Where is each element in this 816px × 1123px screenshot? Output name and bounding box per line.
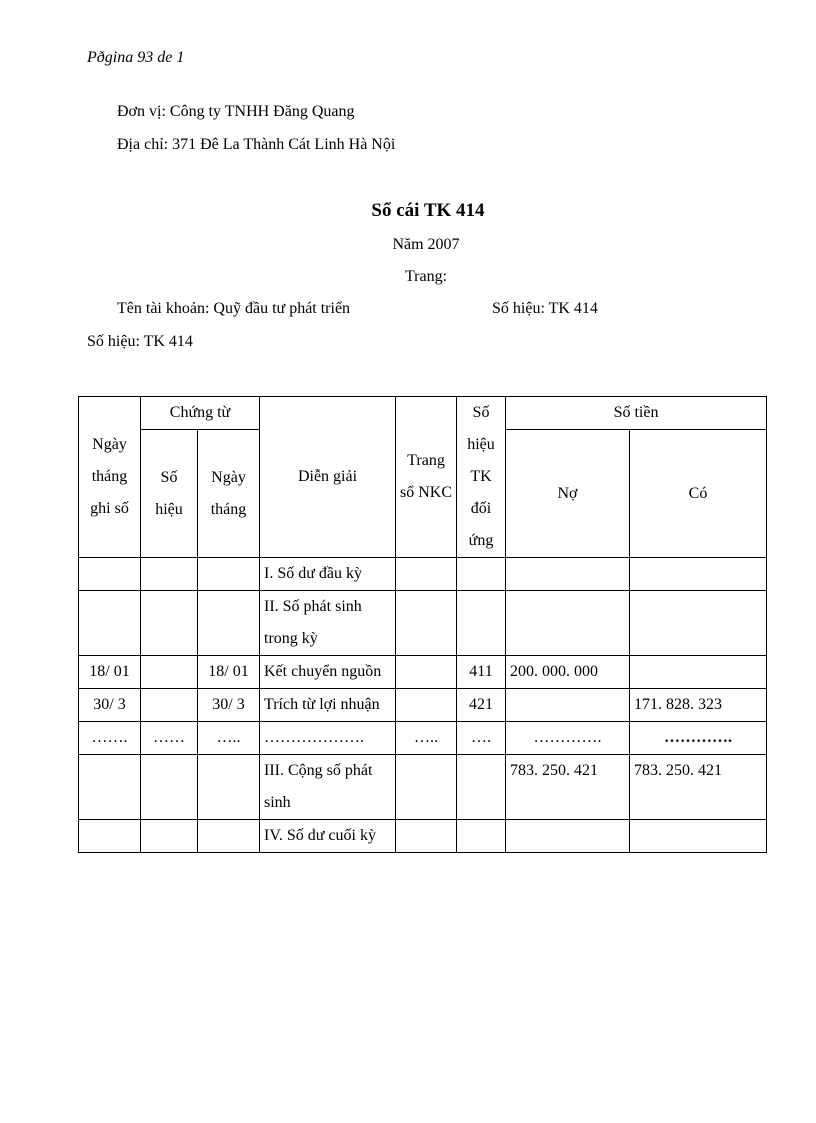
cell-date [79, 820, 141, 853]
cell-date [79, 591, 141, 656]
cell-date: ……. [79, 722, 141, 755]
cell-doc-date [198, 591, 260, 656]
cell-date [79, 755, 141, 820]
cell-page [396, 820, 457, 853]
cell-debit [506, 689, 630, 722]
cell-doc-no [141, 755, 198, 820]
cell-description: Trích từ lợi nhuận [260, 689, 396, 722]
cell-doc-no [141, 591, 198, 656]
cell-credit [630, 591, 767, 656]
cell-doc-date: 18/ 01 [198, 656, 260, 689]
table-row [79, 722, 767, 755]
page-label: Pðgina 93 de 1 [87, 49, 185, 66]
header-record-date: Ngày tháng ghi số [79, 397, 141, 558]
header-voucher-no: Số hiệu [141, 430, 198, 558]
account-code-secondary: Số hiệu: TK 414 [87, 333, 193, 350]
cell-debit [506, 820, 630, 853]
table-row [79, 558, 767, 591]
company-address: Địa chỉ: 371 Đê La Thành Cát Linh Hà Nội [117, 136, 396, 153]
account-code: Số hiệu: TK 414 [492, 300, 598, 317]
cell-description: I. Số dư đầu kỳ [260, 558, 396, 591]
document-title: Sổ cái TK 414 [371, 200, 485, 221]
cell-doc-date: 30/ 3 [198, 689, 260, 722]
cell-page [396, 656, 457, 689]
header-description: Diễn giải [260, 397, 396, 558]
cell-contra: 411 [457, 656, 506, 689]
account-name: Tên tài khoản: Quỹ đầu tư phát triển [117, 300, 351, 317]
cell-description: III. Cộng số phát sinh [260, 755, 396, 820]
cell-description: II. Số phát sinh trong kỳ [260, 591, 396, 656]
header-credit: Có [630, 430, 767, 558]
cell-debit: …………. [506, 722, 630, 755]
cell-contra [457, 755, 506, 820]
cell-contra [457, 820, 506, 853]
cell-description: ………………. [260, 722, 396, 755]
cell-debit [506, 591, 630, 656]
table-row [79, 591, 767, 656]
cell-doc-no [141, 820, 198, 853]
cell-page [396, 591, 457, 656]
cell-doc-no [141, 558, 198, 591]
header-journal-page: Trang sổ NKC [396, 397, 457, 558]
table-row [79, 820, 767, 853]
cell-date: 30/ 3 [79, 689, 141, 722]
cell-contra: 421 [457, 689, 506, 722]
cell-contra: …. [457, 722, 506, 755]
table-row [79, 656, 767, 689]
cell-credit [630, 558, 767, 591]
ledger-table [78, 396, 767, 853]
cell-page [396, 558, 457, 591]
cell-doc-date [198, 820, 260, 853]
year-line: Năm 2007 [392, 236, 460, 253]
cell-debit: 200. 000. 000 [506, 656, 630, 689]
cell-page: ….. [396, 722, 457, 755]
company-unit: Đơn vị: Công ty TNHH Đăng Quang [117, 103, 355, 120]
cell-debit: 783. 250. 421 [506, 755, 630, 820]
cell-doc-date [198, 755, 260, 820]
table-row [79, 755, 767, 820]
cell-credit: 783. 250. 421 [630, 755, 767, 820]
header-amount: Số tiền [506, 397, 767, 430]
table-row [79, 689, 767, 722]
cell-doc-no [141, 689, 198, 722]
cell-contra [457, 558, 506, 591]
cell-description: IV. Số dư cuối kỳ [260, 820, 396, 853]
cell-date: 18/ 01 [79, 656, 141, 689]
cell-page [396, 755, 457, 820]
cell-doc-no: …… [141, 722, 198, 755]
cell-page [396, 689, 457, 722]
cell-contra [457, 591, 506, 656]
cell-date [79, 558, 141, 591]
cell-doc-no [141, 656, 198, 689]
header-debit: Nợ [506, 430, 630, 558]
cell-credit: …………. [630, 722, 767, 755]
cell-description: Kết chuyển nguồn [260, 656, 396, 689]
cell-doc-date [198, 558, 260, 591]
cell-debit [506, 558, 630, 591]
cell-credit: 171. 828. 323 [630, 689, 767, 722]
header-voucher-date: Ngày tháng [198, 430, 260, 558]
cell-credit [630, 820, 767, 853]
header-voucher: Chứng từ [141, 397, 260, 430]
header-contra-account: Số hiệu TK đối ứng [457, 397, 506, 558]
page-number-line: Trang: [404, 268, 448, 285]
cell-doc-date: ….. [198, 722, 260, 755]
cell-credit [630, 656, 767, 689]
